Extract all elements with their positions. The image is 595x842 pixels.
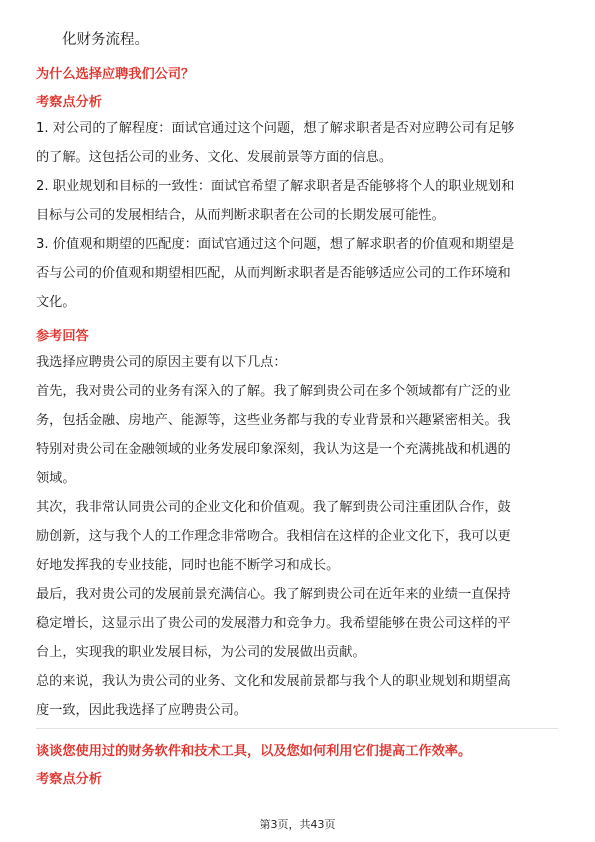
answer-line: 好地发挥我的专业技能，同时也能不断学习和成长。 bbox=[36, 558, 340, 573]
answer-line: 领域。 bbox=[36, 471, 76, 486]
analysis-line: 目标与公司的发展相结合，从而判断求职者在公司的长期发展可能性。 bbox=[36, 208, 445, 223]
page-number: 第3页，共43页 bbox=[259, 818, 336, 831]
answer-line: 总的来说，我认为贵公司的业务、文化和发展前景都与我个人的职业规划和期望高 bbox=[36, 674, 511, 689]
section-divider bbox=[36, 728, 558, 729]
answer-line: 度一致，因此我选择了应聘贵公司。 bbox=[36, 703, 247, 718]
answer-line: 最后，我对贵公司的发展前景充满信心。我了解到贵公司在近年来的业绩一直保持 bbox=[36, 587, 511, 602]
analysis-line: 否与公司的价值观和期望相匹配，从而判断求职者是否能够适应公司的工作环境和 bbox=[36, 266, 511, 281]
analysis-heading-2: 考察点分析 bbox=[36, 772, 102, 787]
analysis-line: 文化。 bbox=[36, 295, 76, 310]
intro-tail: 化财务流程。 bbox=[62, 32, 149, 48]
answer-line: 首先，我对贵公司的业务有深入的了解。我了解到贵公司在多个领域都有广泛的业 bbox=[36, 384, 511, 399]
analysis-heading: 考察点分析 bbox=[36, 95, 102, 110]
answer-line: 特别对贵公司在金融领域的业务发展印象深刻，我认为这是一个充满挑战和机遇的 bbox=[36, 442, 511, 457]
answer-line: 其次，我非常认同贵公司的企业文化和价值观。我了解到贵公司注重团队合作，鼓 bbox=[36, 500, 511, 515]
answer-heading: 参考回答 bbox=[36, 329, 89, 344]
analysis-line: 的了解。这包括公司的业务、文化、发展前景等方面的信息。 bbox=[36, 150, 393, 165]
question-heading: 为什么选择应聘我们公司？ bbox=[36, 67, 195, 82]
question-heading-2: 谈谈您使用过的财务软件和技术工具，以及您如何利用它们提高工作效率。 bbox=[36, 744, 472, 759]
analysis-line: 2. 职业规划和目标的一致性：面试官希望了解求职者是否能够将个人的职业规划和 bbox=[36, 179, 515, 194]
answer-line: 务，包括金融、房地产、能源等，这些业务都与我的专业背景和兴趣紧密相关。我 bbox=[36, 413, 511, 428]
analysis-line: 3. 价值观和期望的匹配度：面试官通过这个问题，想了解求职者的价值观和期望是 bbox=[36, 237, 515, 252]
answer-line: 稳定增长，这显示出了贵公司的发展潜力和竞争力。我希望能够在贵公司这样的平 bbox=[36, 616, 511, 631]
analysis-line: 1. 对公司的了解程度：面试官通过这个问题，想了解求职者是否对应聘公司有足够 bbox=[36, 121, 515, 136]
answer-line: 励创新，这与我个人的工作理念非常吻合。我相信在这样的企业文化下，我可以更 bbox=[36, 529, 511, 544]
answer-line: 我选择应聘贵公司的原因主要有以下几点： bbox=[36, 355, 287, 370]
answer-line: 台上，实现我的职业发展目标，为公司的发展做出贡献。 bbox=[36, 645, 366, 660]
